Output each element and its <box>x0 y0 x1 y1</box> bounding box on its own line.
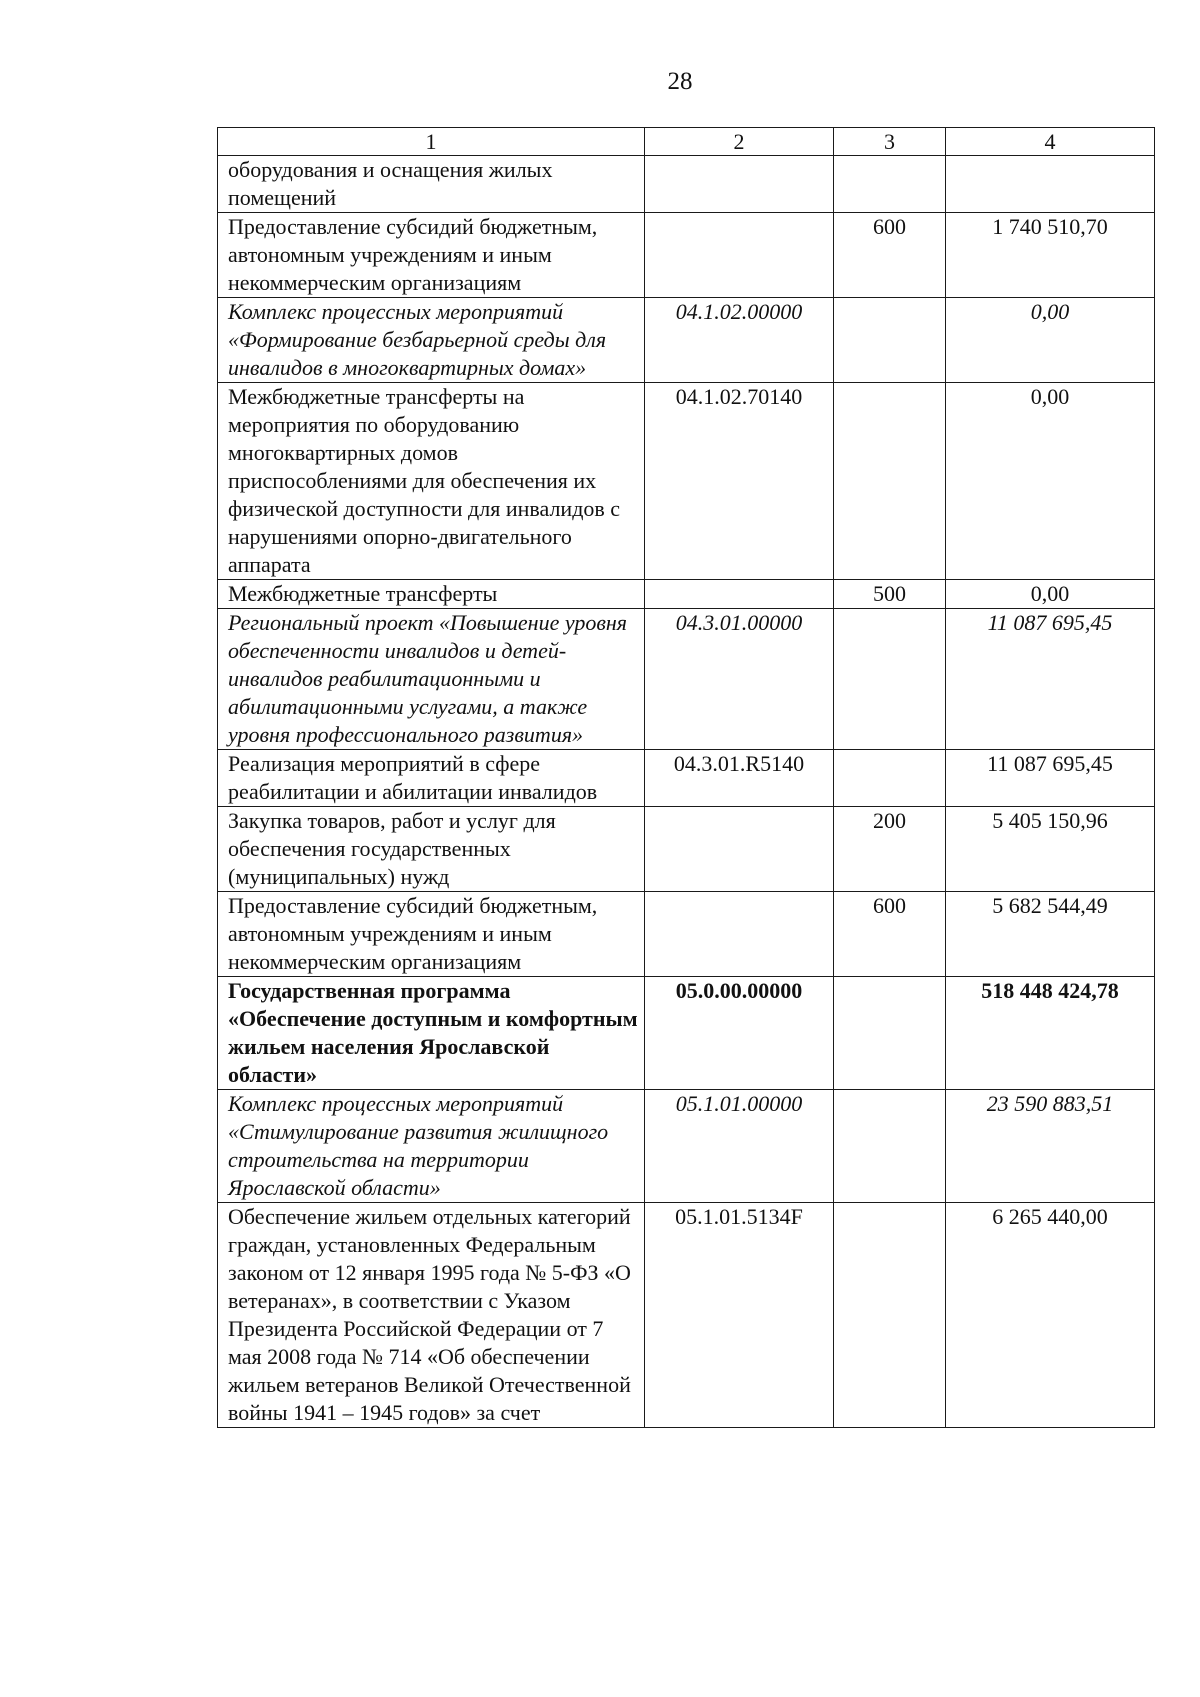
row-sum-cell: 6 265 440,00 <box>946 1203 1155 1428</box>
row-expense-type-cell <box>834 156 946 213</box>
row-name-cell: Комплекс процессных мероприятий «Формирование безбарьерной среды для инвалидов в многоквартирных домах» <box>218 298 645 383</box>
row-expense-type-cell <box>834 1203 946 1428</box>
table-row <box>218 977 1155 1090</box>
column-header: 1 <box>218 128 645 156</box>
column-header: 4 <box>946 128 1155 156</box>
row-expense-type-cell: 500 <box>834 580 946 609</box>
table-row <box>218 892 1155 977</box>
table-row <box>218 807 1155 892</box>
table-row <box>218 213 1155 298</box>
row-name-cell: Региональный проект «Повышение уровня обеспеченности инвалидов и детей-инвалидов реабилитационными и абилитационными услугами, а также уровня профессионального развития» <box>218 609 645 750</box>
row-sum-cell: 11 087 695,45 <box>946 609 1155 750</box>
row-sum-cell: 5 405 150,96 <box>946 807 1155 892</box>
row-expense-type-cell <box>834 750 946 807</box>
row-code-cell: 04.3.01.00000 <box>645 609 834 750</box>
row-name-cell: Реализация мероприятий в сфере реабилитации и абилитации инвалидов <box>218 750 645 807</box>
row-code-cell: 04.1.02.00000 <box>645 298 834 383</box>
row-expense-type-cell <box>834 383 946 580</box>
row-expense-type-cell <box>834 298 946 383</box>
row-code-cell <box>645 213 834 298</box>
row-name-cell: Межбюджетные трансферты на мероприятия по оборудованию многоквартирных домов приспособлениями для обеспечения их физической доступности для инвалидов с нарушениями опорно-двигательного аппарата <box>218 383 645 580</box>
row-name-cell: Предоставление субсидий бюджетным, автономным учреждениям и иным некоммерческим организациям <box>218 892 645 977</box>
row-code-cell: 04.1.02.70140 <box>645 383 834 580</box>
row-sum-cell: 0,00 <box>946 383 1155 580</box>
row-expense-type-cell <box>834 977 946 1090</box>
row-name-cell: Государственная программа «Обеспечение доступным и комфортным жильем населения Ярославской области» <box>218 977 645 1090</box>
row-name-cell: оборудования и оснащения жилых помещений <box>218 156 645 213</box>
column-header: 3 <box>834 128 946 156</box>
row-name-cell: Обеспечение жильем отдельных категорий граждан, установленных Федеральным законом от 12 января 1995 года № 5-ФЗ «О ветеранах», в соответствии с Указом Президента Российской Федерации от 7 мая 2008 года № 714 «Об обеспечении жильем ветеранов Великой Отечественной войны 1941 – 1945 годов» за счет <box>218 1203 645 1428</box>
table-row <box>218 1203 1155 1428</box>
row-code-cell: 04.3.01.R5140 <box>645 750 834 807</box>
row-code-cell <box>645 807 834 892</box>
page-number: 28 <box>667 68 693 95</box>
row-expense-type-cell: 600 <box>834 213 946 298</box>
table-row <box>218 383 1155 580</box>
table-row <box>218 580 1155 609</box>
table-row <box>218 609 1155 750</box>
row-name-cell: Комплекс процессных мероприятий «Стимулирование развития жилищного строительства на территории Ярославской области» <box>218 1090 645 1203</box>
table-row <box>218 298 1155 383</box>
row-sum-cell: 0,00 <box>946 580 1155 609</box>
row-expense-type-cell: 600 <box>834 892 946 977</box>
row-sum-cell: 5 682 544,49 <box>946 892 1155 977</box>
table-row <box>218 750 1155 807</box>
row-name-cell: Межбюджетные трансферты <box>218 580 645 609</box>
row-sum-cell: 0,00 <box>946 298 1155 383</box>
row-sum-cell: 1 740 510,70 <box>946 213 1155 298</box>
row-sum-cell: 518 448 424,78 <box>946 977 1155 1090</box>
column-header: 2 <box>645 128 834 156</box>
row-code-cell: 05.0.00.00000 <box>645 977 834 1090</box>
row-expense-type-cell: 200 <box>834 807 946 892</box>
row-sum-cell: 11 087 695,45 <box>946 750 1155 807</box>
row-code-cell <box>645 892 834 977</box>
row-name-cell: Предоставление субсидий бюджетным, автономным учреждениям и иным некоммерческим организациям <box>218 213 645 298</box>
table-row <box>218 156 1155 213</box>
row-expense-type-cell <box>834 609 946 750</box>
row-code-cell: 05.1.01.00000 <box>645 1090 834 1203</box>
row-sum-cell <box>946 156 1155 213</box>
budget-table <box>217 127 1155 1428</box>
row-sum-cell: 23 590 883,51 <box>946 1090 1155 1203</box>
row-code-cell: 05.1.01.5134F <box>645 1203 834 1428</box>
row-name-cell: Закупка товаров, работ и услуг для обеспечения государственных (муниципальных) нужд <box>218 807 645 892</box>
table-header-row <box>218 128 1155 156</box>
row-expense-type-cell <box>834 1090 946 1203</box>
row-code-cell <box>645 156 834 213</box>
row-code-cell <box>645 580 834 609</box>
table-row <box>218 1090 1155 1203</box>
